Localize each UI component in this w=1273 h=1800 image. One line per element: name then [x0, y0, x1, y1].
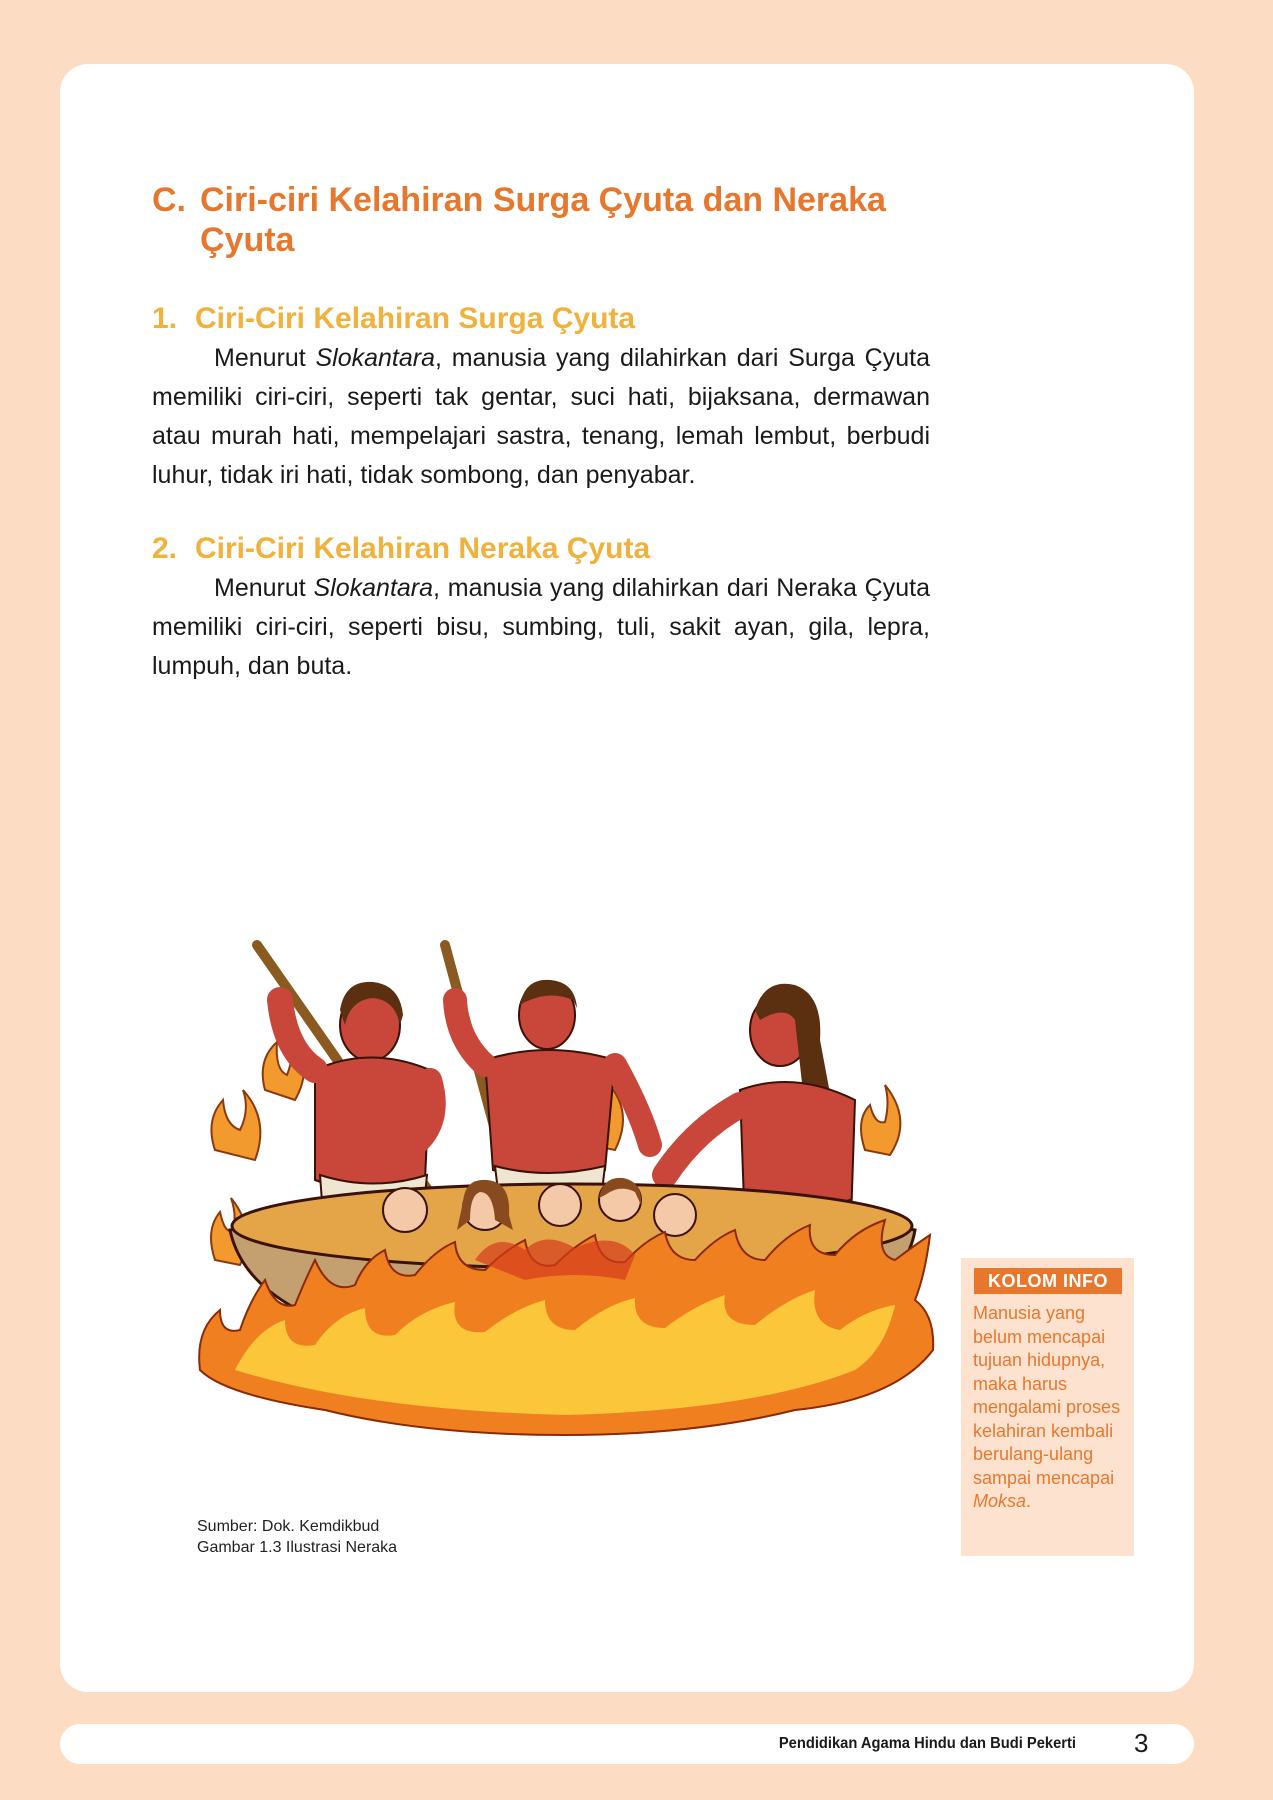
info-end: .	[1026, 1491, 1032, 1511]
section-title: Ciri-ciri Kelahiran Surga Çyuta dan Neraka Çyuta	[200, 181, 886, 259]
figure-title: Gambar 1.3 Ilustrasi Neraka	[197, 1539, 398, 1556]
subheading-title: Ciri-Ciri Kelahiran Surga Çyuta	[195, 302, 636, 335]
paragraph-text: Menurut	[214, 344, 316, 372]
info-italic: Moksa	[973, 1491, 1027, 1511]
subheading-surga	[152, 301, 635, 337]
page-number: 3	[1134, 1728, 1149, 1758]
subheading-number: 1.	[152, 302, 178, 335]
figure-source: Sumber: Dok. Kemdikbud	[197, 1518, 380, 1535]
figure-caption	[197, 1516, 397, 1558]
info-box-title: KOLOM INFO	[974, 1268, 1122, 1294]
paragraph-italic: Slokantara	[313, 574, 434, 602]
paragraph-surga	[152, 339, 930, 495]
subheading-number: 2.	[152, 532, 178, 565]
hell-illustration	[195, 930, 940, 1470]
paragraph-italic: Slokantara	[315, 344, 436, 372]
section-letter: C.	[152, 181, 186, 219]
info-box-text	[973, 1302, 1131, 1514]
footer-book-title: Pendidikan Agama Hindu dan Budi Pekerti	[778, 1735, 1076, 1752]
subheading-neraka	[152, 531, 650, 567]
paragraph-text: Menurut	[214, 574, 314, 602]
paragraph-neraka	[152, 569, 930, 686]
paragraph-text: , manusia yang dilahirkan dari Surga Çyuta memiliki ciri-ciri, seperti tak gentar, suci hati, bijaksana, dermawan atau murah hati, mempelajari sastra, tenang, lemah lembut, berbudi luhur, tidak iri hati, tidak sombong, dan penyabar.	[152, 344, 930, 489]
section-heading	[152, 180, 912, 260]
info-text: Manusia yang belum mencapai tujuan hidupnya, maka harus mengalami proses kelahiran kembali berulang-ulang sampai mencapai	[973, 1303, 1121, 1488]
info-box	[961, 1258, 1134, 1556]
subheading-title: Ciri-Ciri Kelahiran Neraka Çyuta	[195, 532, 651, 565]
paragraph-text: , manusia yang dilahirkan dari Neraka Çyuta memiliki ciri-ciri, seperti bisu, sumbing, tuli, sakit ayan, gila, lepra, lumpuh, dan buta.	[152, 574, 930, 680]
